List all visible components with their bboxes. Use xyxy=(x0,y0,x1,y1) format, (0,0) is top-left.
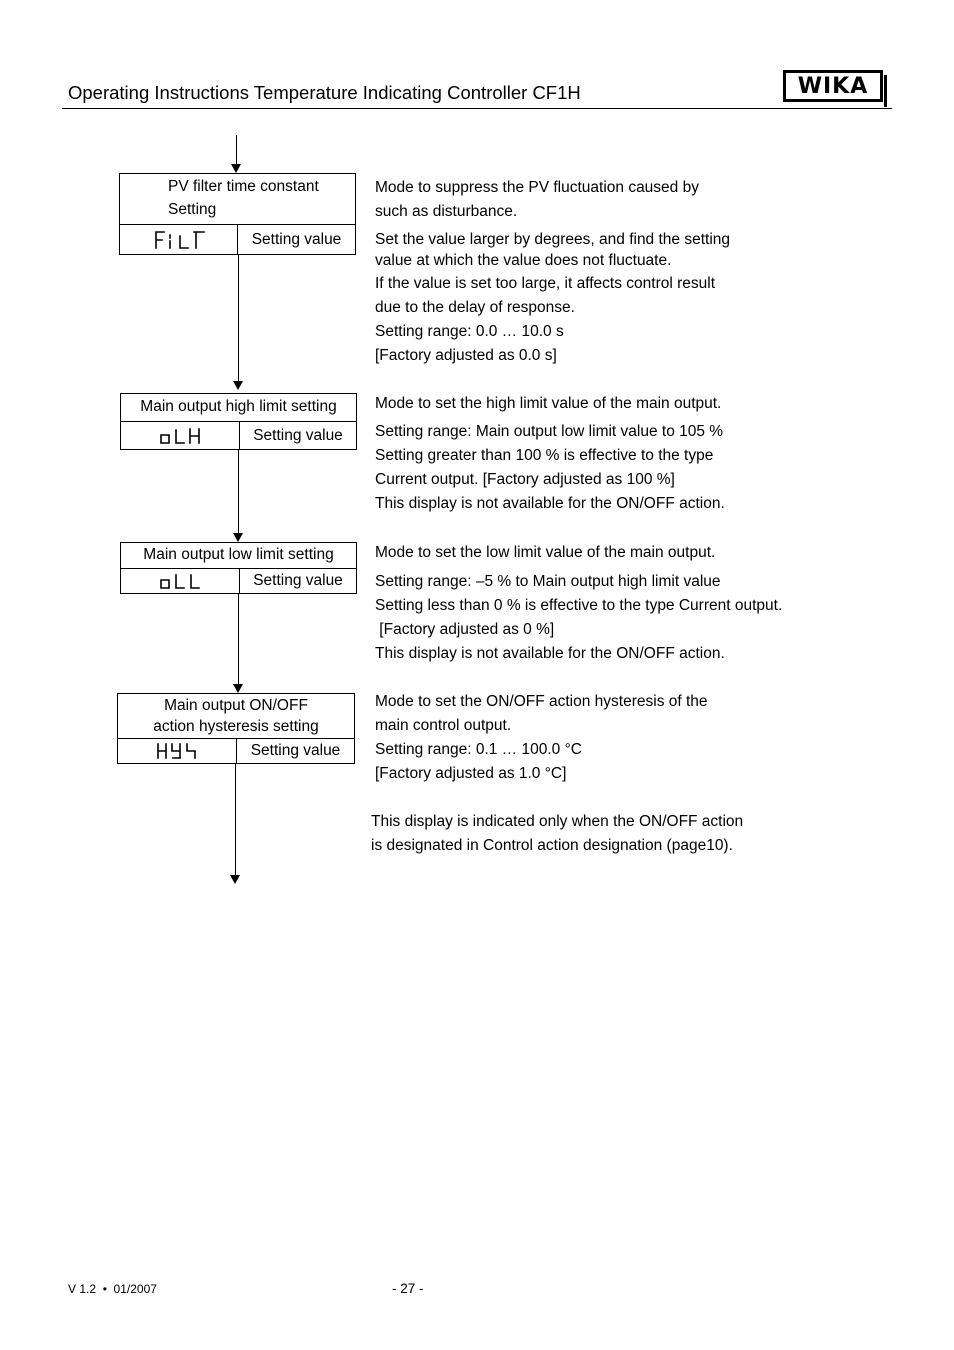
setting-value-label: Setting value xyxy=(253,426,343,444)
header-divider xyxy=(62,108,892,109)
setting-box-output-high-limit xyxy=(120,393,357,450)
description-line: Current output. [Factory adjusted as 100 %] xyxy=(375,471,675,488)
flow-line xyxy=(238,450,239,533)
setting-title xyxy=(118,694,354,739)
setting-box-onoff-hysteresis xyxy=(117,693,355,764)
setting-description-output-high-limit xyxy=(375,392,725,516)
description-line: [Factory adjusted as 1.0 °C] xyxy=(375,765,567,782)
description-line: Setting less than 0 % is effective to the type Current output. xyxy=(375,597,783,614)
setting-value-label: Setting value xyxy=(251,230,342,248)
description-line: This display is not available for the ON/OFF action. xyxy=(375,645,725,662)
description-line: This display is not available for the ON/OFF action. xyxy=(375,495,725,512)
setting-title xyxy=(121,543,356,569)
display-code-filt xyxy=(120,225,238,254)
flow-arrow-icon xyxy=(233,533,243,542)
onoff-note xyxy=(371,810,743,858)
description-line: [Factory adjusted as 0 %] xyxy=(375,621,555,638)
description-line: Set the value larger by degrees, and find the setting xyxy=(375,231,731,248)
description-line: main control output. xyxy=(375,717,512,734)
description-line: Setting range: 0.1 … 100.0 °C xyxy=(375,741,582,758)
page-number: - 27 - xyxy=(392,1281,424,1296)
description-line: due to the delay of response. xyxy=(375,299,575,316)
description-line: If the value is set too large, it affects control result xyxy=(375,275,716,292)
document-title: Operating Instructions Temperature Indicating Controller CF1H xyxy=(68,82,581,103)
description-line: value at which the value does not fluctuate. xyxy=(375,252,672,269)
setting-description-output-low-limit xyxy=(375,541,782,666)
wika-logo: WIKA xyxy=(783,70,883,102)
description-line: Setting greater than 100 % is effective to the type xyxy=(375,447,714,464)
display-code-hys xyxy=(118,739,237,763)
flow-arrow-icon xyxy=(231,164,241,173)
setting-title-line: Main output low limit setting xyxy=(143,546,334,563)
setting-description-onoff-hysteresis xyxy=(375,690,708,786)
setting-title-line: action hysteresis setting xyxy=(153,718,319,735)
setting-title xyxy=(120,174,355,225)
flow-arrow-icon xyxy=(233,381,243,390)
setting-box-output-low-limit xyxy=(120,542,357,594)
flow-arrow-icon xyxy=(233,684,243,693)
description-line: Setting range: Main output low limit value to 105 % xyxy=(375,423,724,440)
setting-title-line: Setting xyxy=(168,201,217,218)
description-line: Setting range: 0.0 … 10.0 s xyxy=(375,323,564,340)
description-line: [Factory adjusted as 0.0 s] xyxy=(375,347,557,364)
flow-line xyxy=(238,255,239,381)
setting-title-line: Main output high limit setting xyxy=(140,398,337,415)
setting-title xyxy=(121,394,356,422)
flow-line xyxy=(238,594,239,684)
note-line: This display is indicated only when the ON/OFF action xyxy=(371,813,744,830)
description-line: Mode to set the low limit value of the main output. xyxy=(375,544,716,561)
setting-title-line: PV filter time constant xyxy=(168,178,319,195)
display-code-olh xyxy=(121,422,240,449)
display-code-oll xyxy=(121,569,240,593)
note-line: is designated in Control action designation (page10). xyxy=(371,837,733,854)
setting-title-line: Main output ON/OFF xyxy=(164,697,308,714)
description-line: Mode to suppress the PV fluctuation caused by xyxy=(375,179,699,196)
flow-line xyxy=(236,135,237,165)
description-line: Setting range: –5 % to Main output high limit value xyxy=(375,573,721,590)
description-line: Mode to set the high limit value of the main output. xyxy=(375,395,722,412)
version-date: V 1.2 • 01/2007 xyxy=(68,1282,157,1296)
flow-arrow-icon xyxy=(230,875,240,884)
setting-value-label: Setting value xyxy=(250,742,341,759)
setting-box-pv-filter xyxy=(119,173,356,255)
setting-description-pv-filter xyxy=(375,176,730,368)
description-line: Mode to set the ON/OFF action hysteresis of the xyxy=(375,693,708,710)
setting-value-label: Setting value xyxy=(253,572,343,589)
flow-line xyxy=(235,764,236,875)
description-line: such as disturbance. xyxy=(375,203,518,220)
